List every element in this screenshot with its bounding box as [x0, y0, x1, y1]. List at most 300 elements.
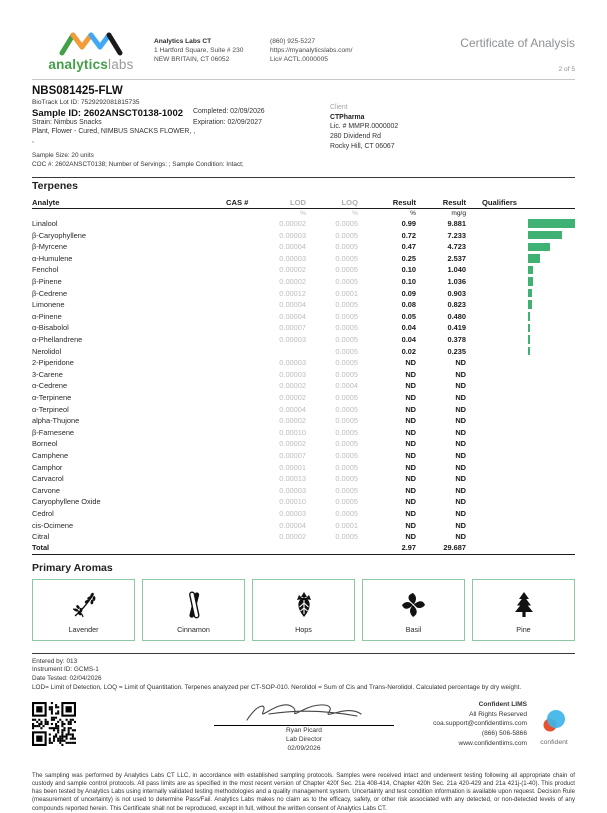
cell-result-mgg: ND	[455, 427, 466, 437]
result-bar	[528, 219, 575, 228]
cell-analyte: Cedrol	[32, 508, 54, 518]
cell-cas	[226, 229, 254, 241]
lims-block	[433, 700, 527, 748]
cell-result-pct: ND	[405, 369, 416, 379]
sample-id: Sample ID: 2602ANSCT0138-1002	[32, 108, 184, 119]
signer-date: 02/09/2026	[287, 745, 321, 753]
cell-analyte: Carvone	[32, 485, 60, 495]
cell-qualifiers	[466, 264, 528, 276]
pine-icon	[510, 591, 538, 619]
result-bar	[528, 266, 533, 275]
cell-result-pct: ND	[405, 358, 416, 368]
aromas-section-title: Primary Aromas	[32, 561, 113, 574]
cell-qualifiers	[466, 357, 528, 369]
aroma-box-lavender	[32, 579, 135, 641]
cell-cas	[226, 426, 254, 438]
client-block	[330, 103, 398, 151]
result-bar	[528, 300, 532, 309]
completed-date: Completed: 02/09/2026	[193, 108, 265, 115]
cell-analyte: Camphor	[32, 462, 63, 472]
cell-analyte: α-Humulene	[32, 253, 73, 263]
client-address-1: 280 Dividend Rd	[330, 132, 381, 140]
cell-lod: 0.00013	[279, 474, 306, 484]
cell-result-pct: 0.04	[401, 335, 416, 345]
cell-analyte: 3-Carene	[32, 369, 63, 379]
cell-lod: 0.00010	[279, 427, 306, 437]
cell-result-mgg: ND	[455, 404, 466, 414]
cell-bar	[528, 392, 575, 404]
cell-loq: 0.0005	[335, 439, 358, 449]
footer-divider	[32, 653, 575, 654]
cell-cas	[226, 218, 254, 230]
cell-bar	[528, 484, 575, 496]
cell-loq: 0.0005	[335, 474, 358, 484]
signer-title: Lab Director	[286, 736, 322, 744]
cell-lod: 0.00002	[279, 381, 306, 391]
aroma-box-cinnamon	[142, 579, 245, 641]
units-row	[32, 209, 575, 218]
cell-analyte: Carvacrol	[32, 474, 64, 484]
cell-qualifiers	[466, 519, 528, 531]
cell-bar	[528, 461, 575, 473]
cell-lod: 0.00004	[279, 404, 306, 414]
cell-cas	[226, 519, 254, 531]
cell-result-pct: ND	[405, 497, 416, 507]
cell-result-pct: 0.10	[401, 277, 416, 287]
cell-analyte: β-Pinene	[32, 277, 62, 287]
cell-bar	[528, 345, 575, 357]
cell-bar	[528, 403, 575, 415]
cell-analyte: Fenchol	[32, 265, 59, 275]
result-bar	[528, 312, 530, 321]
cell-result-mgg: 0.419	[447, 323, 466, 333]
cell-loq: 0.0005	[335, 242, 358, 252]
cell-result-mgg: 0.823	[447, 300, 466, 310]
cell-loq: 0.0005	[335, 450, 358, 460]
cell-lod: 0.00007	[279, 323, 306, 333]
cell-result-mgg: ND	[455, 416, 466, 426]
cell-lod: 0.00003	[279, 358, 306, 368]
qr-code	[32, 702, 76, 746]
cell-analyte: β-Cedrene	[32, 288, 68, 298]
cell-loq: 0.0005	[335, 230, 358, 240]
signer-name: Ryan Picard	[286, 727, 322, 735]
cell-loq: 0.0005	[335, 323, 358, 333]
cell-result-mgg: ND	[455, 358, 466, 368]
cell-cas	[226, 322, 254, 334]
cell-result-pct: 0.09	[401, 288, 416, 298]
aroma-label: Basil	[405, 624, 422, 634]
cell-loq: 0.0005	[335, 532, 358, 542]
cell-result-pct: 0.08	[401, 300, 416, 310]
terpene-row	[32, 415, 575, 427]
cell-qualifiers	[466, 484, 528, 496]
terpene-row	[32, 229, 575, 241]
cell-qualifiers	[466, 241, 528, 253]
brand-wordmark	[32, 57, 150, 72]
cell-loq: 0.0005	[335, 508, 358, 518]
unit-mgg: mg/g	[451, 210, 466, 218]
result-bar	[528, 243, 550, 252]
terpene-row	[32, 473, 575, 485]
cell-lod	[254, 345, 306, 357]
page-number: 2 of 5	[558, 66, 575, 73]
cell-loq: 0.0005	[335, 253, 358, 263]
cell-bar	[528, 253, 575, 265]
cell-bar	[528, 229, 575, 241]
cell-bar	[528, 415, 575, 427]
sample-section	[32, 85, 575, 169]
cell-loq: 0.0005	[335, 358, 358, 368]
cell-cas	[226, 508, 254, 520]
basil-icon	[399, 591, 429, 619]
terpene-row	[32, 299, 575, 311]
cell-qualifiers	[466, 229, 528, 241]
coc-number: COC #: 2602ANSCT0138; Number of Servings: ; Sample Condition: Intact;	[32, 160, 244, 168]
cell-lod: 0.00004	[279, 520, 306, 530]
cell-lod: 0.00003	[279, 508, 306, 518]
cell-cas	[226, 369, 254, 381]
cell-analyte: Borneol	[32, 439, 58, 449]
cell-result-mgg: ND	[455, 474, 466, 484]
unit-pct: %	[410, 210, 416, 218]
cell-loq: 0.0005	[335, 462, 358, 472]
terpene-row	[32, 496, 575, 508]
cell-result-pct: ND	[405, 392, 416, 402]
cell-result-mgg: ND	[455, 508, 466, 518]
cell-result-pct: ND	[405, 474, 416, 484]
confident-brand-text: confident	[540, 739, 568, 747]
terpenes-section-title: Terpenes	[32, 180, 78, 193]
terpene-row	[32, 531, 575, 543]
terpene-row	[32, 438, 575, 450]
confident-logo-icon	[539, 708, 569, 734]
result-bar	[528, 277, 533, 286]
total-mgg: 29.687	[416, 542, 466, 554]
cell-cas	[226, 531, 254, 543]
cell-qualifiers	[466, 369, 528, 381]
col-analyte: Analyte	[32, 197, 226, 209]
cinnamon-icon	[179, 591, 209, 619]
cell-qualifiers	[466, 322, 528, 334]
cell-loq: 0.0005	[335, 416, 358, 426]
cell-bar	[528, 241, 575, 253]
lavender-icon	[69, 591, 99, 619]
unit-loq: %	[352, 210, 358, 218]
result-bar	[528, 335, 530, 344]
cell-cas	[226, 287, 254, 299]
cell-qualifiers	[466, 218, 528, 230]
lab-name: Analytics Labs CT	[154, 38, 212, 45]
terpene-row	[32, 380, 575, 392]
cell-qualifiers	[466, 426, 528, 438]
cell-qualifiers	[466, 345, 528, 357]
cell-analyte: α-Terpineol	[32, 404, 69, 414]
cell-bar	[528, 369, 575, 381]
cell-analyte: β-Myrcene	[32, 242, 68, 252]
cell-cas	[226, 392, 254, 404]
cell-qualifiers	[466, 276, 528, 288]
cell-result-mgg: 0.378	[447, 335, 466, 345]
cell-analyte: Camphene	[32, 450, 69, 460]
col-lod: LOD	[254, 197, 306, 209]
cell-result-pct: ND	[405, 416, 416, 426]
cell-loq: 0.0005	[335, 497, 358, 507]
cell-qualifiers	[466, 450, 528, 462]
cell-cas	[226, 357, 254, 369]
lims-name: Confident LIMS	[478, 701, 527, 709]
terpene-row	[32, 403, 575, 415]
strain: Strain: Nimbus Snacks	[32, 119, 102, 126]
cell-lod: 0.00003	[279, 485, 306, 495]
cell-result-mgg: ND	[455, 381, 466, 391]
biotrack-lot-id: BioTrack Lot ID: 7529292081815735	[32, 99, 140, 106]
terpenes-divider	[32, 177, 575, 178]
cell-loq: 0.0005	[335, 311, 358, 321]
result-bar	[528, 289, 532, 298]
cell-bar	[528, 508, 575, 520]
cell-bar	[528, 531, 575, 543]
terpene-row	[32, 311, 575, 323]
cell-loq: 0.0005	[335, 369, 358, 379]
cell-loq: 0.0005	[335, 404, 358, 414]
cell-cas	[226, 473, 254, 485]
disclaimer-text: The sampling was performed by Analytics Labs CT LLC, in accordance with established sampling protocols. Samples were received intact and underwent testing following all appropriate chain of custody and sample control protocols. All pass limits are as specified in the most recent version of Chapter 420f Sec. 21a 408-414, Chapter 420h Sec. 21a 420-429 and 21a 421j-(1-40). This product has been tested by Analytics Labs using internally validated testing methodologies and a quality management system. Uncertainty and test condition information is available upon request. Decision Rule (measurement of uncertainty) is not used to determine Pass/Fail. Analytics Labs makes no claim as to the efficacy, safety, or other risk associated with any detected, or non-detected levels of any compounds reported herein. This Certificate shall not be reproduced, except in full, without the written consent of Analytics Labs CT.	[32, 772, 575, 812]
result-bar	[528, 347, 530, 356]
header	[32, 30, 575, 80]
cell-bar	[528, 218, 575, 230]
cell-analyte: Caryophyllene Oxide	[32, 497, 101, 507]
cell-qualifiers	[466, 438, 528, 450]
cell-loq: 0.0005	[335, 265, 358, 275]
cell-result-mgg: ND	[455, 532, 466, 542]
cell-analyte: α-Bisabolol	[32, 323, 69, 333]
cell-analyte: Limonene	[32, 300, 65, 310]
terpene-table	[32, 197, 575, 554]
client-license: Lic. # MMPR.0000002	[330, 123, 399, 131]
cell-lod: 0.00010	[279, 497, 306, 507]
cell-bar	[528, 473, 575, 485]
cell-result-mgg: 1.036	[447, 277, 466, 287]
cell-cas	[226, 415, 254, 427]
brand-labs: labs	[108, 57, 134, 72]
cell-lod: 0.00002	[279, 392, 306, 402]
cell-qualifiers	[466, 496, 528, 508]
client-address-2: Rocky Hill, CT 06067	[330, 142, 395, 150]
cell-cas	[226, 264, 254, 276]
lab-website-link[interactable]: https://myanalyticslabs.com/	[270, 46, 353, 54]
result-bar	[528, 231, 562, 240]
cell-result-pct: ND	[405, 439, 416, 449]
terpene-row	[32, 241, 575, 253]
cell-loq: 0.0005	[335, 219, 358, 229]
cell-result-pct: ND	[405, 381, 416, 391]
footer-bottom	[32, 698, 575, 760]
cell-lod: 0.00012	[279, 288, 306, 298]
cell-bar	[528, 287, 575, 299]
terpene-row	[32, 264, 575, 276]
cell-loq: 0.0005	[335, 277, 358, 287]
cell-result-mgg: ND	[455, 369, 466, 379]
terpene-row	[32, 322, 575, 334]
terpene-table-header	[32, 197, 575, 209]
cell-bar	[528, 299, 575, 311]
matrix-line: Plant, Flower - Cured, NIMBUS SNACKS FLOWER, ,	[32, 127, 196, 135]
signature-line	[214, 725, 394, 726]
expiration-date: Expiration: 02/09/2027	[193, 119, 262, 126]
col-cas: CAS #	[226, 197, 254, 209]
doc-title-block	[460, 30, 575, 73]
lims-email-link[interactable]: coa.support@confidentlims.com	[433, 720, 527, 728]
cell-result-mgg: ND	[455, 520, 466, 530]
cell-qualifiers	[466, 473, 528, 485]
cell-cas	[226, 311, 254, 323]
cell-cas	[226, 461, 254, 473]
terpene-row	[32, 276, 575, 288]
lims-rights: All Rights Reserved	[469, 710, 527, 718]
lims-website-link[interactable]: www.confidentlims.com	[458, 739, 527, 747]
cell-cas	[226, 241, 254, 253]
signature-block	[198, 698, 410, 754]
cell-cas	[226, 450, 254, 462]
terpene-row	[32, 287, 575, 299]
terpene-row	[32, 392, 575, 404]
cell-lod: 0.00002	[279, 416, 306, 426]
lab-phone: (860) 925-5227	[270, 38, 316, 45]
cell-result-pct: ND	[405, 485, 416, 495]
terpene-row	[32, 369, 575, 381]
date-tested: Date Tested: 02/04/2026	[32, 675, 102, 683]
lab-address-2: NEW BRITAIN, CT 06052	[154, 55, 230, 63]
aroma-box-hops	[252, 579, 355, 641]
cell-result-pct: ND	[405, 404, 416, 414]
cell-lod: 0.00002	[279, 277, 306, 287]
client-name: CTPharma	[330, 113, 365, 121]
cell-cas	[226, 403, 254, 415]
cell-result-mgg: 7.233	[447, 230, 466, 240]
aroma-label: Cinnamon	[177, 624, 210, 634]
cell-bar	[528, 496, 575, 508]
cell-lod: 0.00002	[279, 219, 306, 229]
cell-result-pct: 0.47	[401, 242, 416, 252]
lod-note: LOD= Limit of Detection, LOQ = Limit of Quantitation. Terpenes analyzed per CT-SOP-010. Nerolidol = Sum of Cis and Trans-Nerolidol. Calculated percentage by dry weight.	[32, 684, 522, 692]
cell-loq: 0.0005	[335, 335, 358, 345]
terpene-row	[32, 461, 575, 473]
col-qualifiers: Qualifiers	[466, 197, 528, 209]
cell-result-mgg: 2.537	[447, 253, 466, 263]
sample-size: Sample Size: 20 units	[32, 151, 94, 159]
terpene-table-body	[32, 218, 575, 543]
cell-loq: 0.0001	[335, 520, 358, 530]
cell-result-mgg: ND	[455, 497, 466, 507]
entered-by: Entered by: 013	[32, 657, 78, 665]
cell-qualifiers	[466, 380, 528, 392]
cell-cas	[226, 438, 254, 450]
cell-result-mgg: ND	[455, 462, 466, 472]
terpene-row	[32, 253, 575, 265]
cell-result-mgg: ND	[455, 439, 466, 449]
cell-loq: 0.0005	[335, 392, 358, 402]
total-label: Total	[32, 542, 226, 554]
confident-logo	[533, 708, 575, 746]
cell-cas	[226, 496, 254, 508]
col-bar	[528, 197, 575, 209]
cell-result-pct: ND	[405, 427, 416, 437]
terpene-row	[32, 357, 575, 369]
cell-result-pct: 0.72	[401, 230, 416, 240]
cell-analyte: α-Phellandrene	[32, 335, 83, 345]
cell-result-mgg: ND	[455, 392, 466, 402]
cell-result-mgg: 0.903	[447, 288, 466, 298]
cell-result-pct: 0.99	[401, 219, 416, 229]
cell-qualifiers	[466, 253, 528, 265]
cell-analyte: cis-Ocimene	[32, 520, 74, 530]
lab-contact-block	[270, 38, 388, 65]
lims-phone: (866) 506-5866	[481, 730, 527, 738]
terpene-row	[32, 334, 575, 346]
aroma-label: Hops	[295, 624, 312, 634]
col-result-mgg: Result	[416, 197, 466, 209]
cell-cas	[226, 253, 254, 265]
cell-bar	[528, 450, 575, 462]
cell-lod: 0.00001	[279, 462, 306, 472]
cell-lod: 0.00002	[279, 532, 306, 542]
cell-bar	[528, 334, 575, 346]
cell-bar	[528, 276, 575, 288]
cell-cas	[226, 380, 254, 392]
col-result-pct: Result	[358, 197, 416, 209]
lab-address-block	[154, 38, 264, 65]
result-bar	[528, 254, 540, 263]
terpene-row	[32, 484, 575, 496]
cell-analyte: 2-Piperidone	[32, 358, 74, 368]
cell-lod: 0.00003	[279, 253, 306, 263]
terpene-row	[32, 345, 575, 357]
unit-lod: %	[300, 210, 306, 218]
cell-qualifiers	[466, 461, 528, 473]
cell-cas	[226, 276, 254, 288]
terpene-row	[32, 450, 575, 462]
cell-cas	[226, 484, 254, 496]
cell-result-mgg: 0.480	[447, 311, 466, 321]
result-bar	[528, 324, 530, 333]
brand-analytics: analytics	[48, 57, 108, 72]
cell-bar	[528, 426, 575, 438]
cell-loq: 0.0005	[335, 346, 358, 356]
terpene-row	[32, 218, 575, 230]
cell-bar	[528, 264, 575, 276]
total-pct: 2.97	[358, 542, 416, 554]
cell-result-pct: 0.10	[401, 265, 416, 275]
cell-result-mgg: 9.881	[447, 219, 466, 229]
cell-analyte: α-Terpinene	[32, 392, 72, 402]
cell-lod: 0.00004	[279, 242, 306, 252]
aroma-box-basil	[362, 579, 465, 641]
lab-address-1: 1 Hartford Square, Suite # 230	[154, 46, 244, 54]
cell-analyte: α-Cedrene	[32, 381, 68, 391]
cell-analyte: Linalool	[32, 219, 58, 229]
sample-name: NBS081425-FLW	[32, 85, 123, 97]
cell-qualifiers	[466, 531, 528, 543]
cell-analyte: Nerolidol	[32, 346, 62, 356]
hops-icon	[290, 591, 318, 619]
cell-result-pct: 0.04	[401, 323, 416, 333]
cell-qualifiers	[466, 508, 528, 520]
cell-lod: 0.00007	[279, 450, 306, 460]
cell-cas	[226, 334, 254, 346]
cell-lod: 0.00004	[279, 311, 306, 321]
cell-analyte: alpha-Thujone	[32, 416, 80, 426]
